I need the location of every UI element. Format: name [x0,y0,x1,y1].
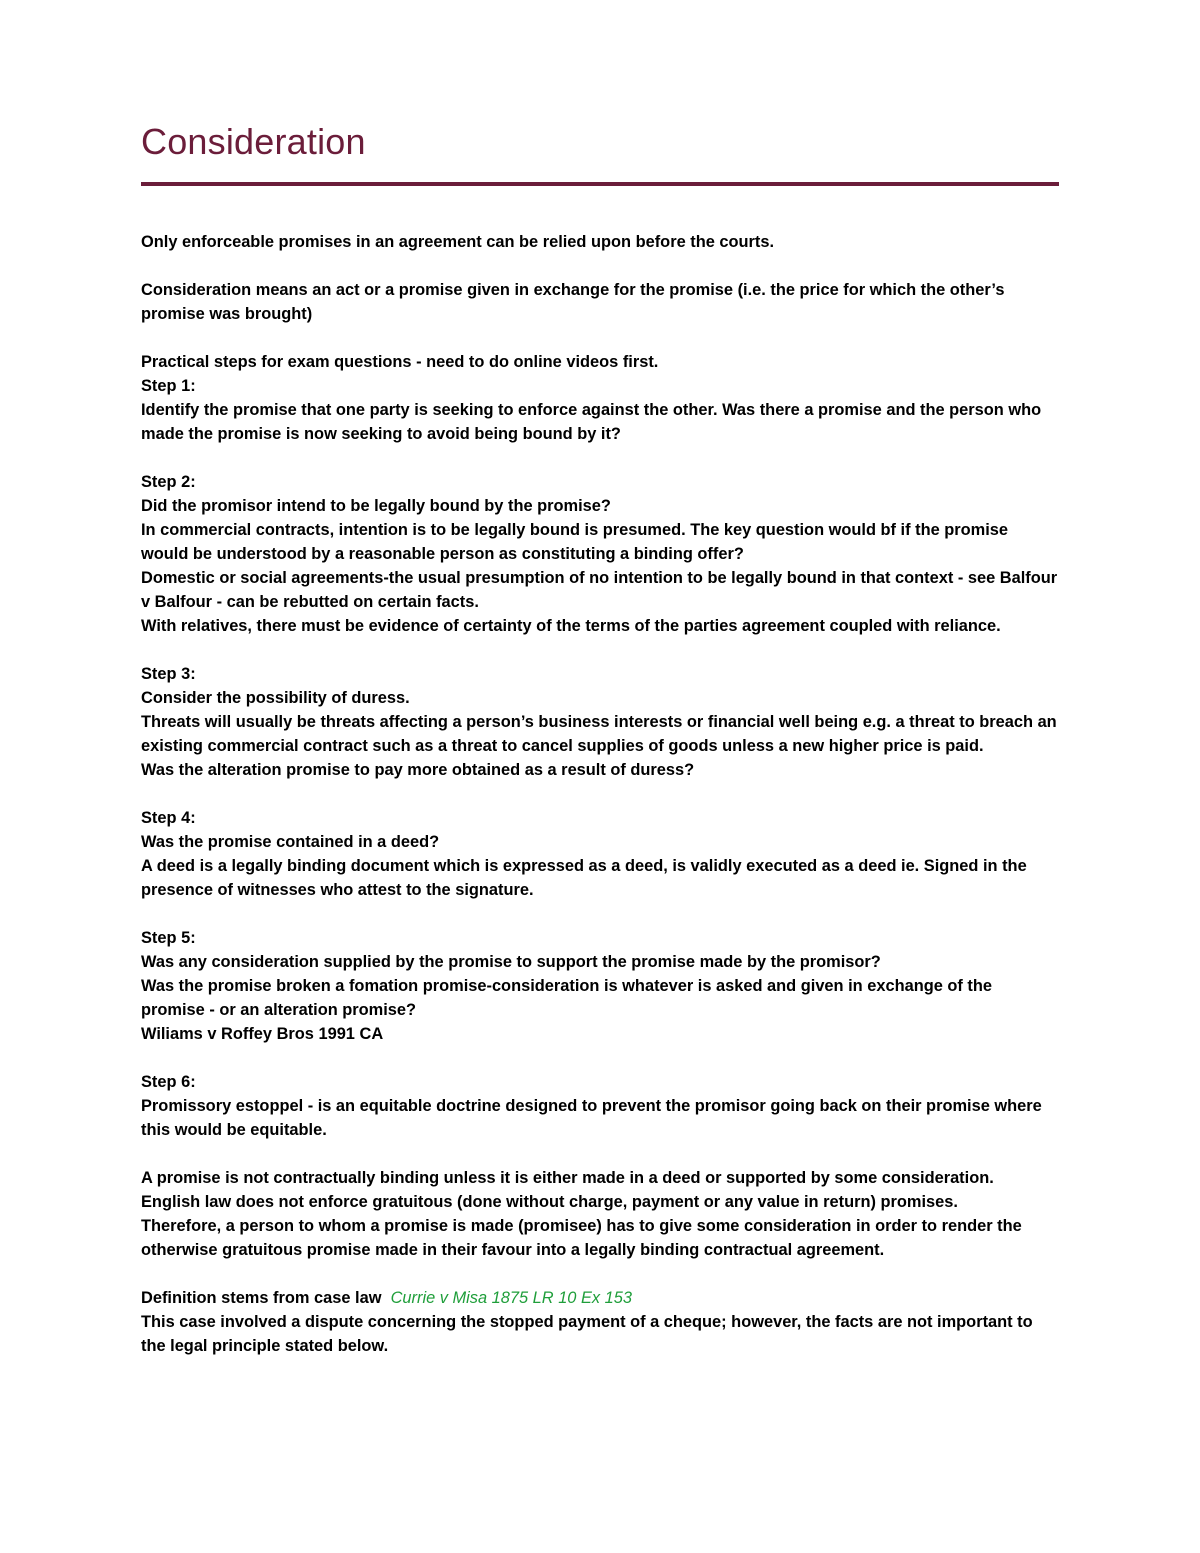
summary-paragraph [141,1166,1059,1262]
case-reference: Currie v Misa 1875 LR 10 Ex 153 [390,1289,633,1307]
step-line: A deed is a legally binding document which is expressed as a deed, is validly executed as a deed ie. Signed in the presence of witnesses who attest to the signature. [141,857,1027,899]
step-line: Consider the possibility of duress. [141,689,410,707]
step-heading: Step 3: [141,665,196,683]
step-line: Was the alteration promise to pay more obtained as a result of duress? [141,761,695,779]
practical-steps-intro: Practical steps for exam questions - need to do online videos first. [141,353,659,371]
step-line: Was the promise contained in a deed? [141,833,440,851]
step-line: Was the promise broken a fomation promise-consideration is whatever is asked and given in exchange of the promise - or an alteration promise? [141,977,993,1019]
document-page [141,118,1059,1382]
practical-steps-section [141,350,1059,446]
step-line: Promissory estoppel - is an equitable doctrine designed to prevent the promisor going back on their promise where this would be equitable. [141,1097,1042,1139]
summary-line: English law does not enforce gratuitous (done without charge, payment or any value in return) promises. [141,1193,958,1211]
document-body [141,230,1059,1358]
step-line: In commercial contracts, intention is to be legally bound is presumed. The key question would bf if the promise would be understood by a reasonable person as constituting a binding offer? [141,521,1009,563]
step-line: Did the promisor intend to be legally bound by the promise? [141,497,611,515]
step-5-block [141,926,1059,1046]
step-line: With relatives, there must be evidence of certainty of the terms of the parties agreement coupled with reliance. [141,617,1001,635]
step-3-block [141,662,1059,782]
step-heading: Step 2: [141,473,196,491]
page-title: Consideration [141,121,366,162]
definition-paragraph: Consideration means an act or a promise given in exchange for the promise (i.e. the price for which the other’s promise was brought) [141,281,1005,323]
intro-paragraph: Only enforceable promises in an agreement can be relied upon before the courts. [141,233,775,251]
step-2-block [141,470,1059,638]
step-heading: Step 4: [141,809,196,827]
step-line: Identify the promise that one party is seeking to enforce against the other. Was there a promise and the person who made the promise is now seeking to avoid being bound by it? [141,401,1042,443]
step-6-block [141,1070,1059,1142]
definition-source-line [141,1286,1059,1310]
step-line: Domestic or social agreements-the usual presumption of no intention to be legally bound in that context - see Balfour v Balfour - can be rebutted on certain facts. [141,569,1058,611]
step-heading: Step 6: [141,1073,196,1091]
title-divider [141,182,1059,186]
definition-source-paragraph [141,1286,1059,1358]
case-description: This case involved a dispute concerning the stopped payment of a cheque; however, the facts are not important to the legal principle stated below. [141,1313,1033,1355]
step-heading: Step 1: [141,377,196,395]
step-line: Was any consideration supplied by the promise to support the promise made by the promisor? [141,953,881,971]
summary-line: A promise is not contractually binding unless it is either made in a deed or supported by some consideration. [141,1169,994,1187]
step-heading: Step 5: [141,929,196,947]
step-line: Threats will usually be threats affecting a person’s business interests or financial well being e.g. a threat to breach an existing commercial contract such as a threat to cancel supplies of goods unless a new higher price is paid. [141,713,1057,755]
definition-source-prefix: Definition stems from case law [141,1289,382,1307]
summary-line: Therefore, a person to whom a promise is made (promisee) has to give some consideration in order to render the otherwise gratuitous promise made in their favour into a legally binding contractual agreement. [141,1217,1022,1259]
step-line: Wiliams v Roffey Bros 1991 CA [141,1025,384,1043]
step-4-block [141,806,1059,902]
